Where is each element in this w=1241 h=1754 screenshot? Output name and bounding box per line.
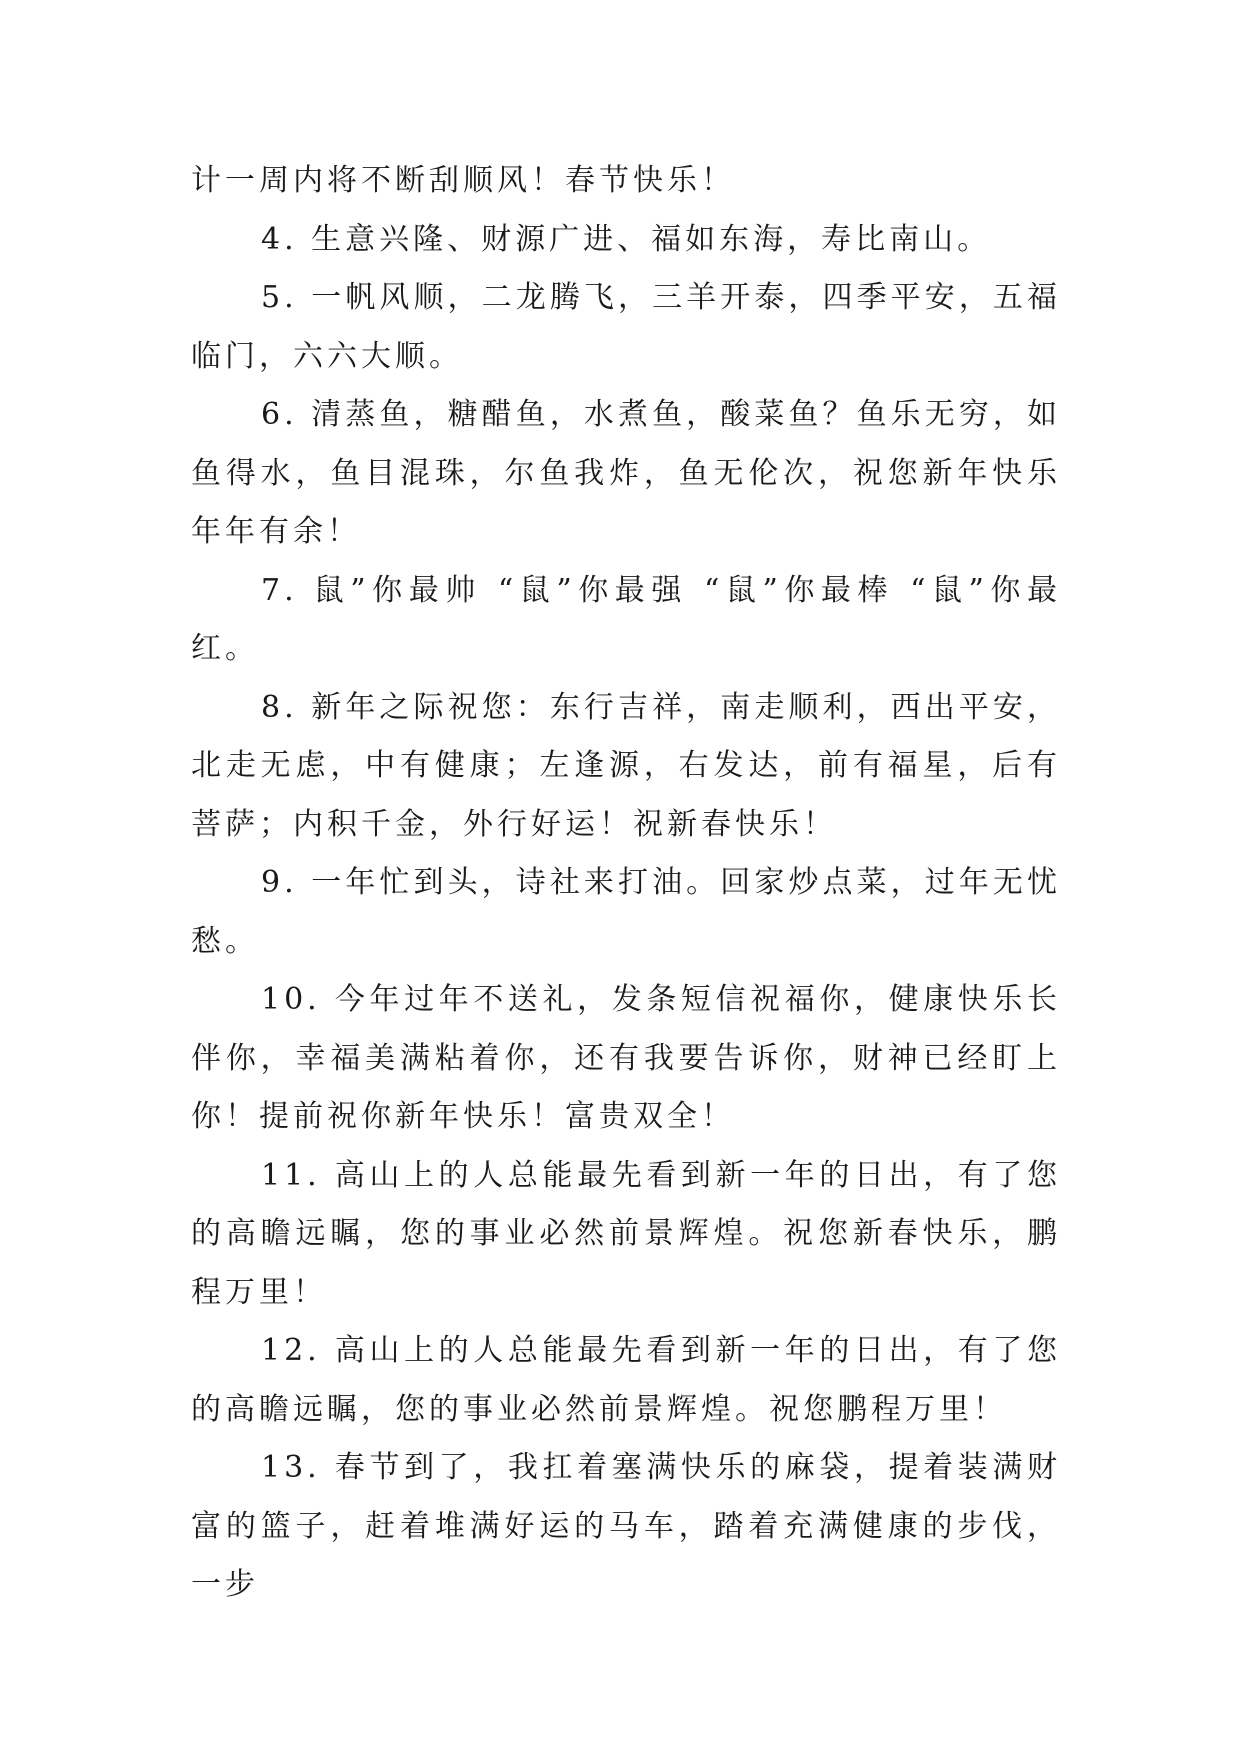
paragraph-item-4: 4. 生意兴隆、财源广进、福如东海，寿比南山。 bbox=[261, 221, 992, 257]
paragraph-item-7: 7. 鼠”你最帅 “鼠”你最强 “鼠”你最棒 “鼠”你最红。 bbox=[191, 572, 1061, 666]
paragraph-continued: 计一周内将不断刮顺风！春节快乐！ bbox=[191, 163, 735, 198]
paragraph-item-6: 6. 清蒸鱼，糖醋鱼，水煮鱼，酸菜鱼？鱼乐无穷，如鱼得水，鱼目混珠，尔鱼我炸，鱼无伦次，祝您新年快乐年年有余！ bbox=[191, 397, 1061, 549]
paragraph-item-12: 12. 高山上的人总能最先看到新一年的日出，有了您的高瞻远瞩，您的事业必然前景辉煌。祝您鹏程万里！ bbox=[191, 1333, 1061, 1427]
paragraph-item-13: 13. 春节到了，我扛着塞满快乐的麻袋，提着装满财富的篮子，赶着堆满好运的马车，踏着充满健康的步伐，一步 bbox=[191, 1450, 1061, 1602]
paragraph-item-9: 9. 一年忙到头，诗社来打油。回家炒点菜，过年无忧愁。 bbox=[191, 865, 1061, 959]
paragraph-item-5: 5. 一帆风顺，二龙腾飞，三羊开泰，四季平安，五福临门，六六大顺。 bbox=[191, 280, 1061, 374]
paragraph-item-10: 10. 今年过年不送礼，发条短信祝福你，健康快乐长伴你，幸福美满粘着你，还有我要告诉你，财神已经盯上你！提前祝你新年快乐！富贵双全！ bbox=[191, 982, 1061, 1134]
paragraph-item-8: 8. 新年之际祝您：东行吉祥，南走顺利，西出平安，北走无虑，中有健康；左逢源，右发达，前有福星，后有菩萨；内积千金，外行好运！祝新春快乐！ bbox=[191, 689, 1061, 842]
paragraph-item-11: 11. 高山上的人总能最先看到新一年的日出，有了您的高瞻远瞩，您的事业必然前景辉煌。祝您新春快乐，鹏程万里！ bbox=[191, 1157, 1061, 1310]
document-body bbox=[191, 152, 1061, 1615]
